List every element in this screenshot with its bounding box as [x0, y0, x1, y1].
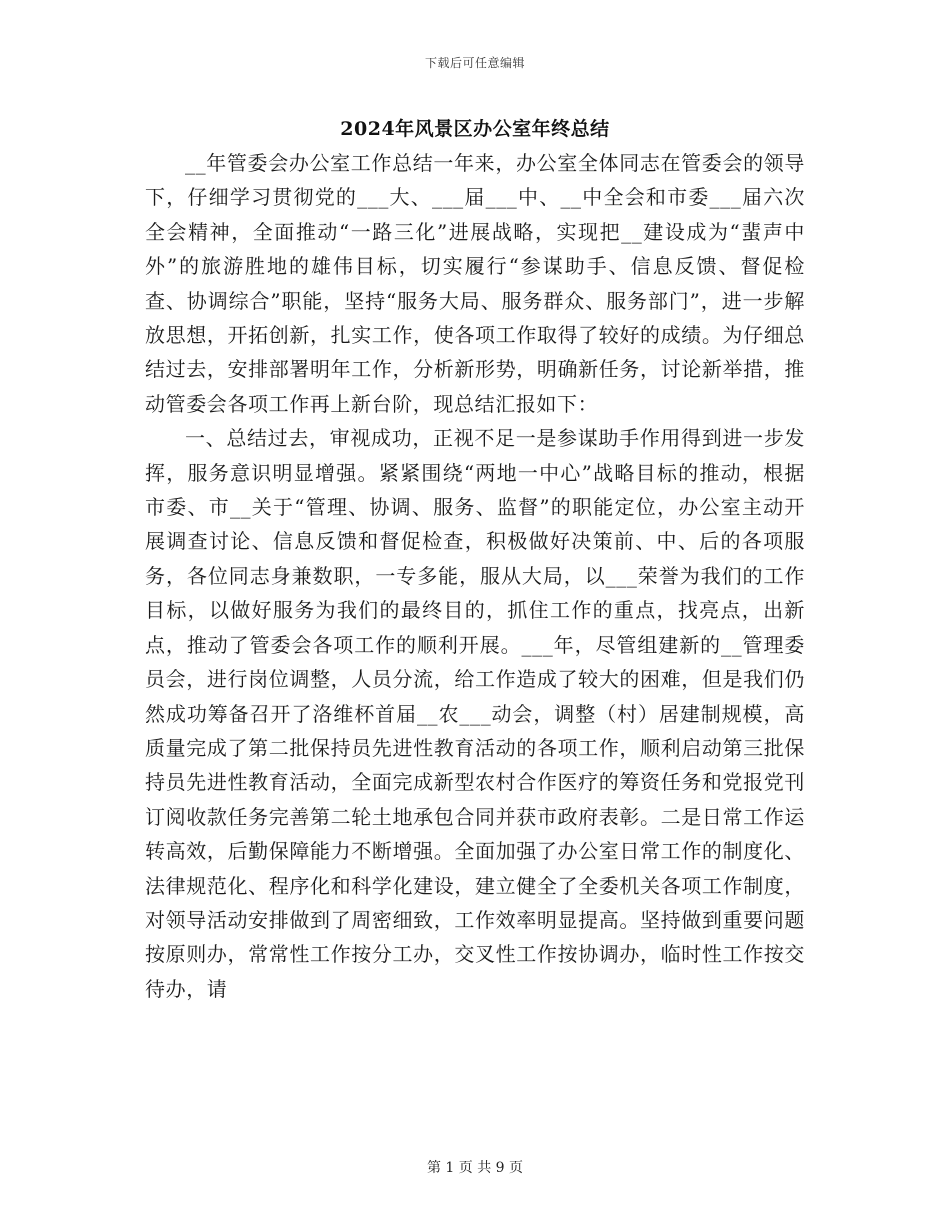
document-body [145, 146, 805, 1006]
page-number: 第 1 页 共 9 页 [426, 1160, 524, 1176]
body-paragraph-2: 一、总结过去，审视成功，正视不足一是参谋助手作用得到进一步发挥，服务意识明显增强。紧紧围绕“两地一中心”战略目标的推动，根据市委、市__关于“管理、协调、服务、监督”的职能定位，办公室主动开展调查讨论、信息反馈和督促检查，积极做好决策前、中、后的各项服务，各位同志身兼数职，一专多能，服从大局，以___荣誉为我们的工作目标，以做好服务为我们的最终目的，抓住工作的重点，找亮点，出新点，推动了管委会各项工作的顺利开展。___年，尽管组建新的__管理委员会，进行岗位调整，人员分流，给工作造成了较大的困难，但是我们仍然成功筹备召开了洛维杯首届__农___动会，调整（村）居建制规模，高质量完成了第二批保持员先进性教育活动的各项工作，顺利启动第三批保持员先进性教育活动，全面完成新型农村合作医疗的筹资任务和党报党刊订阅收款任务完善第二轮土地承包合同并获市政府表彰。二是日常工作运转高效，后勤保障能力不断增强。全面加强了办公室日常工作的制度化、法律规范化、程序化和科学化建设，建立健全了全委机关各项工作制度，对领导活动安排做到了周密细致，工作效率明显提高。坚持做到重要问题按原则办，常常性工作按分工办，交叉性工作按协调办，临时性工作按交待办，请 [145, 426, 805, 1001]
header-note: 下载后可任意编辑 [424, 56, 525, 70]
document-title: 2024年风景区办公室年终总结 [340, 118, 610, 140]
body-paragraph-1: __年管委会办公室工作总结一年来，办公室全体同志在管委会的领导下，仔细学习贯彻党的___大、___届___中、__中全会和市委___届六次全会精神，全面推动“一路三化”进展战略，实现把__建设成为“蜚声中外”的旅游胜地的雄伟目标，切实履行“参谋助手、信息反馈、督促检查、协调综合”职能，坚持“服务大局、服务群众、服务部门”，进一步解放思想，开拓创新，扎实工作，使各项工作取得了较好的成绩。为仔细总结过去，安排部署明年工作，分析新形势，明确新任务，讨论新举措，推动管委会各项工作再上新台阶，现总结汇报如下： [145, 151, 805, 416]
